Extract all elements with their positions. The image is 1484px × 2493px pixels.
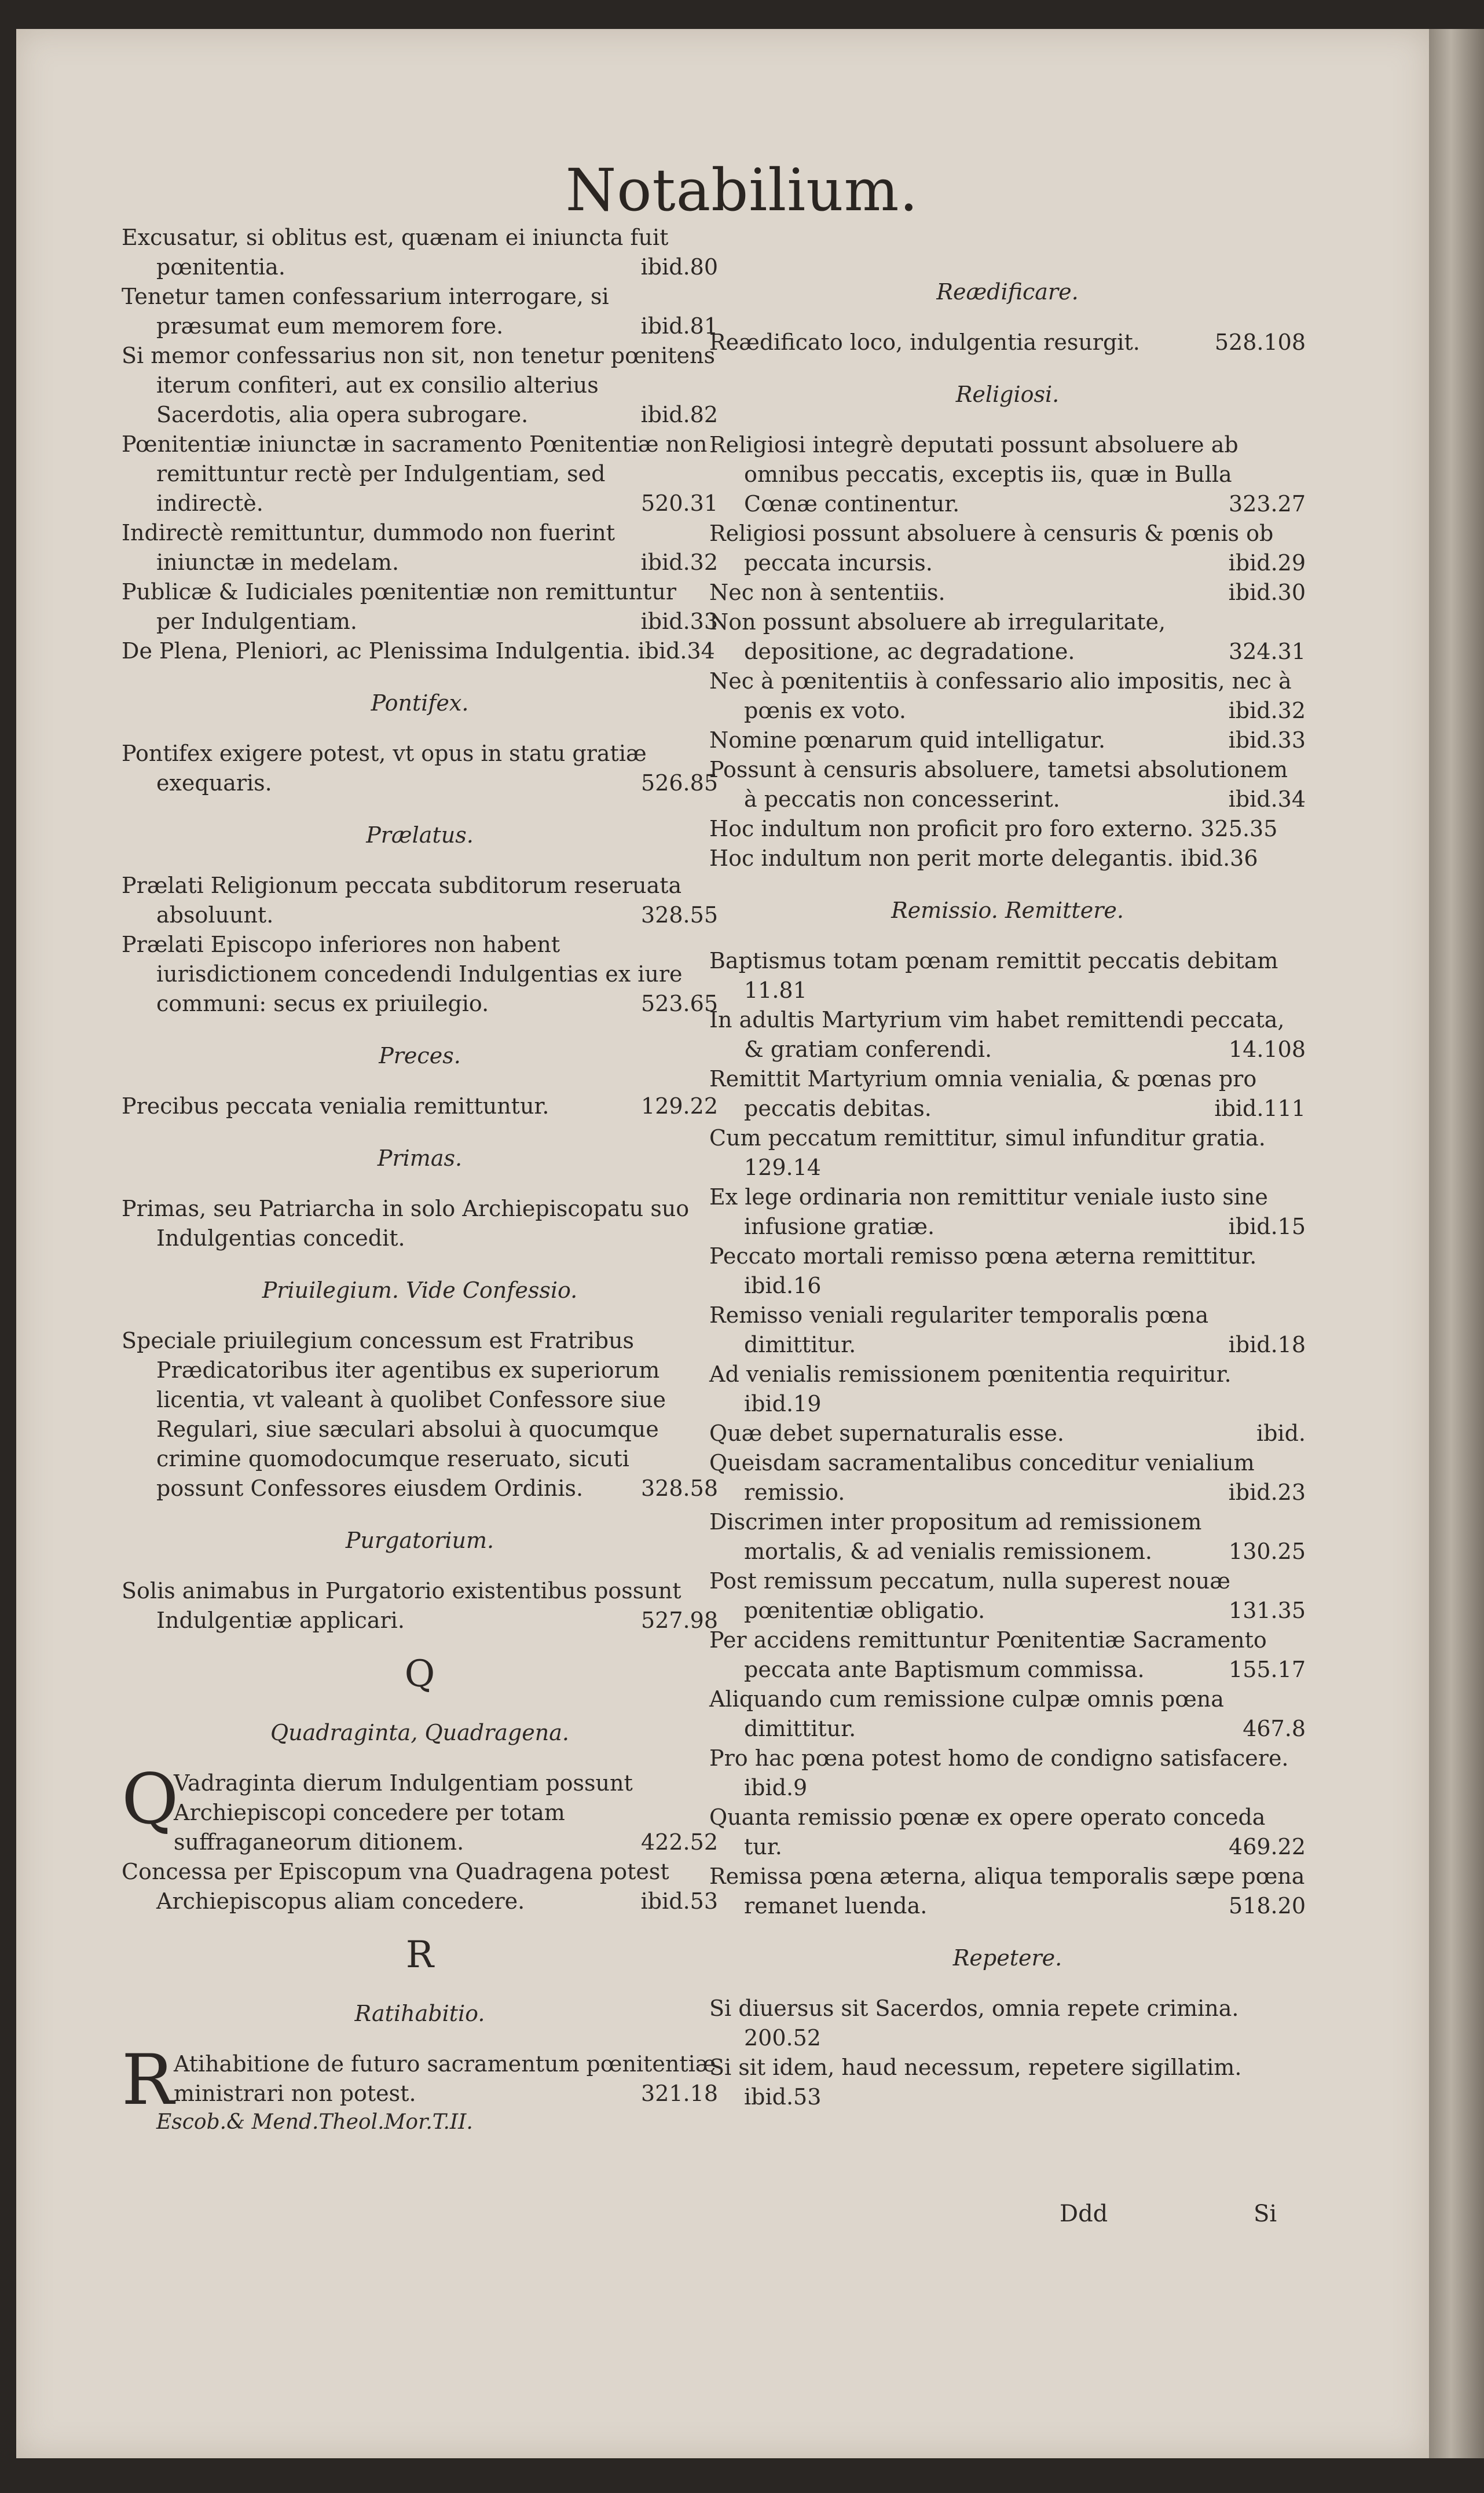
entry-text: Primas, seu Patriarcha in solo Archiepiscopatu suo Indulgentias concedit. — [122, 1196, 690, 1251]
index-entry — [709, 607, 1306, 667]
entry-reference: ibid.32 — [640, 550, 718, 575]
index-entry — [709, 328, 1306, 357]
index-entry — [709, 1301, 1306, 1360]
entry-text: Religiosi possunt absoluere à censuris & pœnis ob peccata incursis. — [709, 521, 1274, 576]
entry-reference: ibid.111 — [1214, 1096, 1306, 1121]
entry-reference: ibid.33 — [640, 609, 718, 634]
entry-text: Cum peccatum remittitur, simul infunditur gratia. 129.14 — [709, 1125, 1266, 1180]
index-entry — [709, 2053, 1306, 2112]
index-entry — [709, 1123, 1306, 1183]
entry-text: Non possunt absoluere ab irregularitate, depositione, ac degradatione. — [709, 609, 1166, 664]
entry-text: Baptismus totam pœnam remittit peccatis debitam 11.81 — [709, 948, 1278, 1003]
entry-text: Hoc indultum non perit morte delegantis. ibid.36 — [709, 845, 1258, 871]
index-entry — [122, 1857, 718, 1916]
entry-text: Indirectè remittuntur, dummodo non fuerint iniunctæ in medelam. — [122, 520, 615, 575]
entry-text: Queisdam sacramentalibus conceditur venialium remissio. — [709, 1450, 1255, 1505]
entry-reference: 328.58 — [641, 1476, 718, 1501]
book-spine — [1429, 29, 1484, 2458]
entry-text: Ex lege ordinaria non remittitur veniale iusto sine infusione gratiæ. — [709, 1184, 1268, 1239]
catchword: Si — [1254, 2201, 1277, 2227]
index-entry — [709, 1862, 1306, 1921]
index-entry — [709, 726, 1306, 755]
entry-text: Quæ debet supernaturalis esse. — [709, 1421, 1064, 1446]
entry-text: Reædificato loco, indulgentia resurgit. — [709, 330, 1140, 355]
section-heading: Primas. — [377, 1145, 463, 1171]
entry-reference: ibid.33 — [1228, 727, 1306, 753]
entry-reference: 321.18 — [641, 2081, 718, 2106]
index-entry-dropcap — [122, 1759, 718, 1857]
index-entry — [709, 1685, 1306, 1744]
entry-reference: ibid.34 — [1228, 786, 1306, 812]
entry-reference: 526.85 — [641, 770, 718, 796]
entry-text: Prælati Episcopo inferiores non habent iurisdictionem concedendi Indulgentias ex iure communi: secus ex priuilegio. — [122, 932, 683, 1016]
entry-reference: 323.27 — [1229, 491, 1306, 517]
alphabet-letter: Q — [404, 1653, 435, 1696]
alphabet-letter: R — [405, 1934, 434, 1976]
entry-text: Precibus peccata venialia remittuntur. — [122, 1093, 549, 1119]
entry-text: Possunt à censuris absoluere, tametsi absolutionem à peccatis non concesserint. — [709, 757, 1288, 812]
section-heading: Prælatus. — [366, 822, 474, 848]
section-heading: Purgatorium. — [345, 1528, 494, 1553]
entry-reference: ibid. — [1256, 1421, 1306, 1446]
entry-text: Si sit idem, haud necessum, repetere sigillatim. ibid.53 — [709, 2055, 1242, 2110]
entry-reference: ibid.15 — [1228, 1214, 1306, 1239]
entry-reference: 528.108 — [1214, 330, 1306, 355]
index-entry — [122, 577, 718, 636]
entry-text: Concessa per Episcopum vna Quadragena potest Archiepiscopus aliam concedere. — [122, 1859, 669, 1914]
entry-reference: 129.22 — [641, 1093, 718, 1119]
entry-reference: 520.31 — [641, 490, 718, 516]
entry-text: Hoc indultum non proficit pro foro externo. 325.35 — [709, 816, 1278, 841]
index-entry — [709, 519, 1306, 578]
entry-text: Pœnitentiæ iniunctæ in sacramento Pœnitentiæ non remittuntur rectè per Indulgentiam, sed indirectè. — [122, 431, 708, 516]
section-heading: Religiosi. — [955, 382, 1060, 407]
entry-reference: ibid.23 — [1228, 1480, 1306, 1505]
entry-reference: 469.22 — [1229, 1834, 1306, 1859]
index-entry — [709, 1242, 1306, 1301]
index-entry — [122, 930, 718, 1019]
entry-text: Post remissum peccatum, nulla superest nouæ pœnitentiæ obligatio. — [709, 1568, 1230, 1623]
index-entry — [709, 667, 1306, 726]
index-entry — [122, 518, 718, 577]
entry-reference: 527.98 — [641, 1608, 718, 1633]
index-entry — [709, 1507, 1306, 1566]
index-entry — [122, 223, 718, 282]
entry-reference: 328.55 — [641, 902, 718, 928]
index-entry — [122, 430, 718, 518]
entry-text: Si diuersus sit Sacerdos, omnia repete crimina. 200.52 — [709, 1996, 1239, 2051]
entry-text: Nomine pœnarum quid intelligatur. — [709, 727, 1106, 753]
entry-reference: 518.20 — [1229, 1893, 1306, 1919]
index-entry — [122, 636, 718, 666]
entry-text: Tenetur tamen confessarium interrogare, si præsumat eum memorem fore. — [122, 284, 609, 339]
entry-reference: ibid.18 — [1228, 1332, 1306, 1357]
entry-text: Remissa pœna æterna, aliqua temporalis sæpe pœna remanet luenda. — [709, 1864, 1305, 1919]
index-entry — [709, 1064, 1306, 1123]
entry-reference: ibid.82 — [640, 402, 718, 427]
index-entry — [122, 1092, 718, 1121]
entry-text: Remittit Martyrium omnia venialia, & pœnas pro peccatis debitas. — [709, 1066, 1257, 1121]
entry-text: Pro hac pœna potest homo de condigno satisfacere. ibid.9 — [709, 1745, 1289, 1800]
index-entry — [709, 1744, 1306, 1803]
section-heading: Repetere. — [952, 1945, 1062, 1971]
entry-reference: 131.35 — [1229, 1598, 1306, 1623]
entry-text: Aliquando cum remissione culpæ omnis pœna dimittitur. — [709, 1686, 1224, 1741]
index-entry — [122, 1326, 718, 1503]
index-entry — [709, 946, 1306, 1005]
entry-text: Si memor confessarius non sit, non tenetur pœnitens iterum confiteri, aut ex consilio alterius Sacerdotis, alia opera subrogare. — [122, 343, 716, 427]
entry-text: Prælati Religionum peccata subditorum reseruata absoluunt. — [122, 873, 682, 928]
section-heading: Quadraginta, Quadragena. — [270, 1720, 569, 1745]
index-entry — [122, 1194, 718, 1253]
index-entry — [122, 871, 718, 930]
section-heading: Ratihabitio. — [354, 2001, 485, 2026]
index-entry — [709, 1419, 1306, 1448]
entry-text: Excusatur, si oblitus est, quænam ei iniuncta fuit pœnitentia. — [122, 225, 669, 280]
entry-reference: 130.25 — [1229, 1539, 1306, 1564]
index-entry — [709, 1803, 1306, 1862]
entry-reference: ibid.53 — [640, 1888, 718, 1914]
drop-cap: Q — [122, 1759, 179, 1840]
entry-reference: 523.65 — [641, 991, 718, 1016]
right-column — [709, 255, 1306, 2112]
index-entry — [709, 1566, 1306, 1626]
entry-reference: 467.8 — [1243, 1716, 1306, 1741]
index-entry-dropcap — [122, 2040, 718, 2121]
entry-text: Per accidens remittuntur Pœnitentiæ Sacramento peccata ante Baptismum commissa. — [709, 1627, 1267, 1682]
entry-text: In adultis Martyrium vim habet remittendi peccata, & gratiam conferendi. — [709, 1007, 1285, 1062]
entry-text: De Plena, Pleniori, ac Plenissima Indulgentia. ibid.34 — [122, 638, 715, 664]
entry-reference: ibid.81 — [640, 313, 718, 339]
index-entry — [122, 739, 718, 798]
entry-text: Nec non à sententiis. — [709, 580, 946, 605]
entry-text: Publicæ & Iudiciales pœnitentiæ non remittuntur per Indulgentiam. — [122, 579, 677, 634]
entry-text: Atihabitione de futuro sacramentum pœnitentiæ ministrari non potest. — [174, 2051, 716, 2106]
signature-mark: Ddd — [1060, 2201, 1108, 2227]
index-entry — [709, 755, 1306, 814]
entry-text: Solis animabus in Purgatorio existentibus possunt Indulgentiæ applicari. — [122, 1578, 681, 1633]
entry-reference: ibid.29 — [1228, 550, 1306, 576]
index-entry — [709, 1183, 1306, 1242]
section-heading: Preces. — [379, 1043, 461, 1068]
index-entry — [709, 578, 1306, 607]
left-column — [122, 223, 718, 2136]
section-heading: Priuilegium. Vide Confessio. — [262, 1277, 578, 1303]
entry-reference: 422.52 — [641, 1829, 718, 1855]
entry-text: Discrimen inter propositum ad remissionem mortalis, & ad venialis remissionem. — [709, 1509, 1202, 1564]
entry-text: Religiosi integrè deputati possunt absoluere ab omnibus peccatis, exceptis iis, quæ in Bulla Cœnæ continentur. — [709, 432, 1239, 517]
drop-cap: R — [122, 2040, 174, 2121]
index-entry — [709, 1360, 1306, 1419]
entry-text: Speciale priuilegium concessum est Fratribus Prædicatoribus iter agentibus ex superiorum licentia, vt valeant à quolibet Confessore siue Regulari, siue sæculari absolui à quocumque crimine quomodocumque reseruato, sicuti possunt Confessores eiusdem Ordinis. — [122, 1328, 666, 1501]
index-entry — [709, 430, 1306, 519]
entry-reference: ibid.80 — [640, 254, 718, 280]
index-entry — [709, 844, 1306, 873]
entry-reference: 155.17 — [1229, 1657, 1306, 1682]
index-entry — [709, 1448, 1306, 1507]
footnote-line: Escob.& Mend.Theol.Mor.T.II. — [156, 2110, 473, 2134]
index-entry — [122, 282, 718, 341]
section-heading: Pontifex. — [371, 690, 469, 716]
index-entry — [709, 1005, 1306, 1064]
index-entry — [709, 1626, 1306, 1685]
index-entry — [122, 1576, 718, 1635]
entry-text: Vadraginta dierum Indulgentiam possunt Archiepiscopi concedere per totam suffraganeorum ditionem. — [174, 1770, 633, 1855]
page-heading: Notabilium. — [565, 156, 919, 224]
entry-reference: 14.108 — [1229, 1037, 1306, 1062]
entry-reference: 324.31 — [1229, 639, 1306, 664]
entry-text: Pontifex exigere potest, vt opus in statu gratiæ exequaris. — [122, 741, 647, 796]
entry-text: Ad venialis remissionem pœnitentia requiritur. ibid.19 — [709, 1361, 1232, 1416]
section-heading: Reædificare. — [936, 279, 1079, 305]
index-entry — [122, 341, 718, 430]
index-entry — [709, 1994, 1306, 2053]
entry-text: Peccato mortali remisso pœna æterna remittitur. ibid.16 — [709, 1243, 1257, 1298]
entry-text: Nec à pœnitentiis à confessario alio impositis, nec à pœnis ex voto. — [709, 668, 1292, 723]
entry-text: Quanta remissio pœnæ ex opere operato conceda tur. — [709, 1804, 1266, 1859]
index-entry — [709, 814, 1306, 844]
entry-text: Remisso veniali regulariter temporalis pœna dimittitur. — [709, 1302, 1209, 1357]
entry-reference: ibid.30 — [1228, 580, 1306, 605]
section-heading: Remissio. Remittere. — [891, 898, 1124, 923]
entry-reference: ibid.32 — [1228, 698, 1306, 723]
